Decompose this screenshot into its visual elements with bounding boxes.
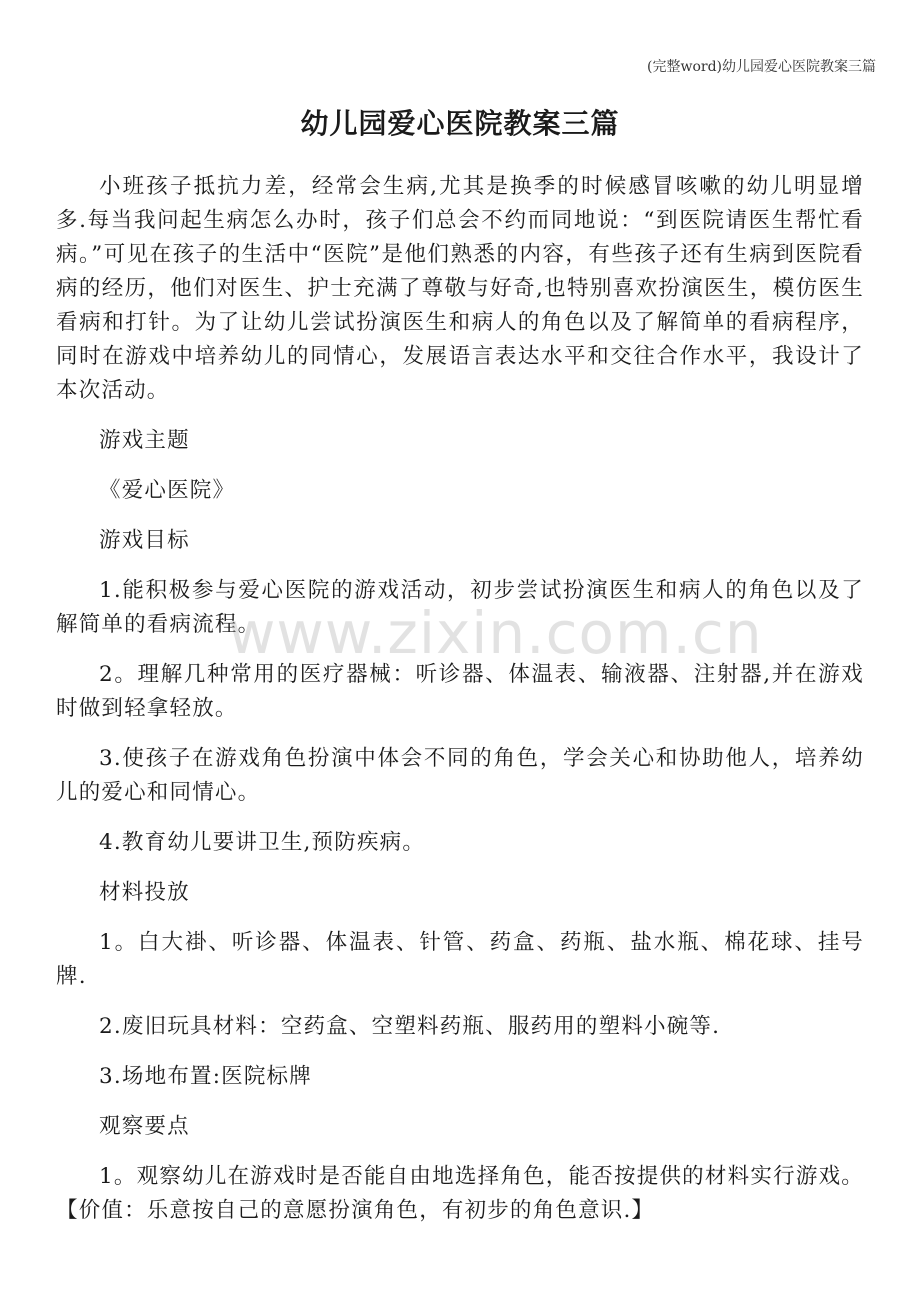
section-heading-materials: 材料投放 xyxy=(99,880,190,905)
intro-paragraph: 小班孩子抵抗力差，经常会生病,尤其是换季的时候感冒咳嗽的幼儿明显增多.每当我问起生病怎么办时，孩子们总会不约而同地说：“到医院请医生帮忙看病。”可见在孩子的生活中“医院”是他们熟悉的内容，有些孩子还有生病到医院看病的经历，他们对医生、护士充满了尊敬与好奇,也特别喜欢扮演医生，模仿医生看病和打针。为了让幼儿尝试扮演医生和病人的角色以及了解简单的看病程序，同时在游戏中培养幼儿的同情心，发展语言表达水平和交往合作水平，我设计了本次活动。 xyxy=(56,174,864,403)
game-theme-value: 《爱心医院》 xyxy=(99,478,236,503)
document-body xyxy=(56,170,864,1228)
material-item-1: 1。白大褂、听诊器、体温表、针管、药盒、药瓶、盐水瓶、棉花球、挂号牌. xyxy=(56,930,864,989)
goal-item-3: 3.使孩子在游戏角色扮演中体会不同的角色，学会关心和协助他人，培养幼儿的爱心和同情心。 xyxy=(56,746,864,805)
goal-item-1: 1.能积极参与爱心医院的游戏活动，初步尝试扮演医生和病人的角色以及了解简单的看病流程。 xyxy=(56,578,864,637)
running-header: (完整word)幼儿园爱心医院教案三篇 xyxy=(647,59,876,75)
section-heading-game-theme: 游戏主题 xyxy=(99,428,190,453)
document-title: 幼儿园爱心医院教案三篇 xyxy=(300,107,620,140)
goal-item-2: 2。理解几种常用的医疗器械：听诊器、体温表、输液器、注射器,并在游戏时做到轻拿轻放。 xyxy=(56,662,864,721)
material-item-3: 3.场地布置:医院标牌 xyxy=(99,1064,312,1089)
section-heading-game-goals: 游戏目标 xyxy=(99,528,190,553)
material-item-2: 2.废旧玩具材料：空药盒、空塑料药瓶、服药用的塑料小碗等. xyxy=(99,1014,721,1039)
goal-item-4: 4.教育幼儿要讲卫生,预防疾病。 xyxy=(99,830,426,855)
watermark: www.zixin.com.cn xyxy=(228,599,763,667)
observation-item-1: 1。观察幼儿在游戏时是否能自由地选择角色，能否按提供的材料实行游戏。【价值：乐意按自己的意愿扮演角色，有初步的角色意识.】 xyxy=(56,1164,864,1223)
section-heading-observation: 观察要点 xyxy=(99,1114,190,1139)
